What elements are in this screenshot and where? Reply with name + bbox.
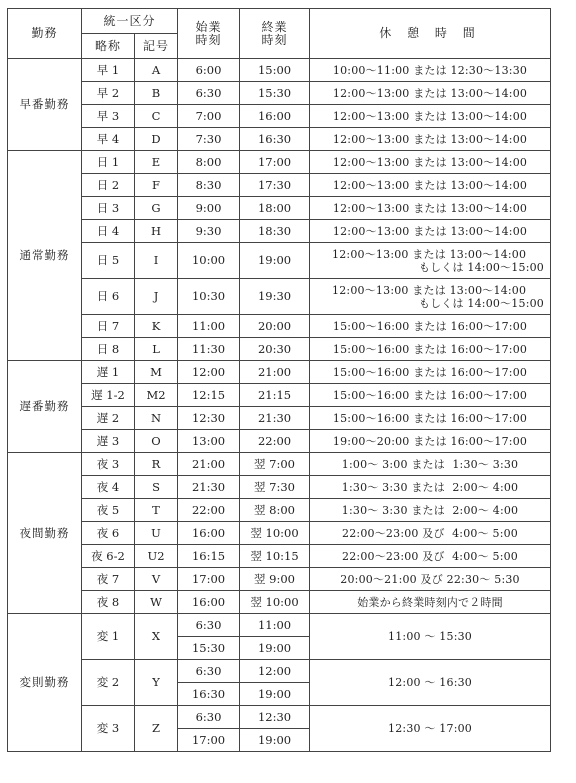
start-time-cell: 12:15 <box>178 384 240 407</box>
end-time-cell: 18:00 <box>240 197 310 220</box>
code-cell: M <box>135 361 178 384</box>
code-cell: U2 <box>135 545 178 568</box>
rest-time-text: 1:00～ 3:00 または 1:30～ 3:30 <box>341 457 519 471</box>
code-cell: V <box>135 568 178 591</box>
end-time-cell: 19:00 <box>240 729 310 752</box>
code-cell: J <box>135 279 178 315</box>
rest-time-cell <box>310 591 551 614</box>
end-time-cell: 15:30 <box>240 82 310 105</box>
rest-time-text: 22:00～23:00 及び 4:00～ 5:00 <box>342 526 519 540</box>
start-time-cell: 16:15 <box>178 545 240 568</box>
rest-time-line1: 12:00～13:00 または 13:00～14:00 <box>332 283 527 297</box>
end-time-cell: 19:30 <box>240 279 310 315</box>
rest-time-text: 10:00～11:00 または 12:30～13:30 <box>332 63 528 77</box>
table-row <box>8 151 551 174</box>
code-cell: W <box>135 591 178 614</box>
abbr-cell: 日 6 <box>82 279 135 315</box>
table-row <box>8 315 551 338</box>
end-time-cell: 12:30 <box>240 706 310 729</box>
rest-time-text: 22:00～23:00 及び 4:00～ 5:00 <box>342 549 519 563</box>
rest-time-text: 12:00～13:00 または 13:00～14:00 <box>332 86 528 100</box>
end-time-cell: 16:00 <box>240 105 310 128</box>
start-time-cell: 6:30 <box>178 660 240 683</box>
start-time-cell: 6:30 <box>178 706 240 729</box>
end-time-cell: 翌 10:00 <box>240 591 310 614</box>
start-time-cell: 21:00 <box>178 453 240 476</box>
abbr-cell: 早 2 <box>82 82 135 105</box>
table-row <box>8 361 551 384</box>
abbr-cell: 夜 4 <box>82 476 135 499</box>
table-row <box>8 105 551 128</box>
end-time-cell: 21:00 <box>240 361 310 384</box>
code-cell: L <box>135 338 178 361</box>
rest-time-text: 始業から終業時刻内で２時間 <box>357 595 503 609</box>
code-cell: G <box>135 197 178 220</box>
start-time-cell: 17:00 <box>178 729 240 752</box>
group-name: 遅番勤務 <box>8 361 82 453</box>
start-time-cell: 22:00 <box>178 499 240 522</box>
start-time-cell: 13:00 <box>178 430 240 453</box>
table-row <box>8 220 551 243</box>
code-cell: D <box>135 128 178 151</box>
end-time-cell: 16:30 <box>240 128 310 151</box>
header-unified-category: 統一区分 <box>82 9 178 34</box>
code-cell: H <box>135 220 178 243</box>
rest-time-text: 12:00～13:00 または 13:00～14:00 <box>332 224 528 238</box>
table-row <box>8 453 551 476</box>
table-row <box>8 384 551 407</box>
end-time-cell: 21:15 <box>240 384 310 407</box>
code-cell: C <box>135 105 178 128</box>
rest-time-cell <box>310 545 551 568</box>
group-name: 早番勤務 <box>8 59 82 151</box>
abbr-cell: 夜 7 <box>82 568 135 591</box>
header-end-time <box>240 9 310 59</box>
rest-time-text: 15:00～16:00 または 16:00～17:00 <box>332 411 528 425</box>
end-time-cell: 19:00 <box>240 637 310 660</box>
code-cell: A <box>135 59 178 82</box>
rest-time-cell <box>310 243 551 279</box>
code-cell: T <box>135 499 178 522</box>
code-cell: M2 <box>135 384 178 407</box>
start-time-cell: 10:30 <box>178 279 240 315</box>
rest-time-text: 12:00～13:00 または 13:00～14:00 <box>332 155 528 169</box>
start-time-cell: 16:00 <box>178 522 240 545</box>
table-row <box>8 476 551 499</box>
code-cell: R <box>135 453 178 476</box>
end-time-cell: 翌 8:00 <box>240 499 310 522</box>
start-time-cell: 6:00 <box>178 59 240 82</box>
start-time-cell: 15:30 <box>178 637 240 660</box>
header-rest-time: 休 憩 時 間 <box>310 9 551 59</box>
abbr-cell: 遅 2 <box>82 407 135 430</box>
abbr-cell: 夜 8 <box>82 591 135 614</box>
table-row <box>8 82 551 105</box>
abbr-cell: 遅 1 <box>82 361 135 384</box>
table-row <box>8 545 551 568</box>
shift-schedule-table <box>7 8 551 752</box>
end-time-cell: 11:00 <box>240 614 310 637</box>
rest-time-cell <box>310 220 551 243</box>
abbr-cell: 日 7 <box>82 315 135 338</box>
header-row-1 <box>8 9 551 34</box>
code-cell: I <box>135 243 178 279</box>
abbr-cell: 早 4 <box>82 128 135 151</box>
abbr-cell: 遅 3 <box>82 430 135 453</box>
rest-time-cell <box>310 568 551 591</box>
start-time-cell: 9:00 <box>178 197 240 220</box>
end-time-cell: 19:00 <box>240 243 310 279</box>
rest-time-line2: もしくは 14:00～15:00 <box>418 296 545 310</box>
header-code: 記号 <box>135 34 178 59</box>
abbr-cell: 日 3 <box>82 197 135 220</box>
abbr-cell: 変 1 <box>82 614 135 660</box>
header-kinmu: 勤務 <box>8 9 82 59</box>
start-time-cell: 10:00 <box>178 243 240 279</box>
end-time-cell: 19:00 <box>240 683 310 706</box>
code-cell: K <box>135 315 178 338</box>
abbr-cell: 早 3 <box>82 105 135 128</box>
rest-time-text: 1:30～ 3:30 または 2:00～ 4:00 <box>341 480 519 494</box>
rest-time-text: 15:00～16:00 または 16:00～17:00 <box>332 342 528 356</box>
header-start-line1: 始業 <box>195 19 222 34</box>
abbr-cell: 夜 6-2 <box>82 545 135 568</box>
table-row <box>8 279 551 315</box>
rest-time-cell: 12:30 ～ 17:00 <box>310 706 551 752</box>
rest-time-text: 19:00～20:00 または 16:00～17:00 <box>332 434 528 448</box>
start-time-cell: 8:00 <box>178 151 240 174</box>
start-time-cell: 11:30 <box>178 338 240 361</box>
start-time-cell: 21:30 <box>178 476 240 499</box>
rest-time-cell <box>310 476 551 499</box>
rest-time-cell <box>310 338 551 361</box>
rest-time-cell <box>310 105 551 128</box>
code-cell: U <box>135 522 178 545</box>
rest-time-cell <box>310 82 551 105</box>
abbr-cell: 早 1 <box>82 59 135 82</box>
code-cell: E <box>135 151 178 174</box>
rest-time-cell <box>310 279 551 315</box>
abbr-cell: 日 4 <box>82 220 135 243</box>
rest-time-text: 1:30～ 3:30 または 2:00～ 4:00 <box>341 503 519 517</box>
table-row <box>8 568 551 591</box>
table-row <box>8 522 551 545</box>
rest-time-cell <box>310 128 551 151</box>
end-time-cell: 翌 9:00 <box>240 568 310 591</box>
abbr-cell: 日 2 <box>82 174 135 197</box>
table-row <box>8 430 551 453</box>
rest-time-text: 12:00～13:00 または 13:00～14:00 <box>332 201 528 215</box>
group-name: 夜間勤務 <box>8 453 82 614</box>
end-time-cell: 翌 10:00 <box>240 522 310 545</box>
group-name: 通常勤務 <box>8 151 82 361</box>
start-time-cell: 12:30 <box>178 407 240 430</box>
rest-time-cell <box>310 407 551 430</box>
rest-time-cell: 12:00 ～ 16:30 <box>310 660 551 706</box>
code-cell: S <box>135 476 178 499</box>
start-time-cell: 7:30 <box>178 128 240 151</box>
code-cell: B <box>135 82 178 105</box>
header-abbr: 略称 <box>82 34 135 59</box>
rest-time-cell <box>310 430 551 453</box>
table-row <box>8 660 551 683</box>
start-time-cell: 11:00 <box>178 315 240 338</box>
rest-time-cell <box>310 522 551 545</box>
abbr-cell: 夜 3 <box>82 453 135 476</box>
end-time-cell: 12:00 <box>240 660 310 683</box>
code-cell: Z <box>135 706 178 752</box>
rest-time-cell: 11:00 ～ 15:30 <box>310 614 551 660</box>
code-cell: X <box>135 614 178 660</box>
abbr-cell: 日 1 <box>82 151 135 174</box>
start-time-cell: 12:00 <box>178 361 240 384</box>
table-row <box>8 591 551 614</box>
abbr-cell: 夜 5 <box>82 499 135 522</box>
rest-time-cell <box>310 499 551 522</box>
header-end-line1: 終業 <box>261 19 288 34</box>
rest-time-cell <box>310 174 551 197</box>
rest-time-cell <box>310 151 551 174</box>
abbr-cell: 遅 1-2 <box>82 384 135 407</box>
rest-time-text: 12:00～13:00 または 13:00～14:00 <box>332 178 528 192</box>
code-cell: F <box>135 174 178 197</box>
start-time-cell: 8:30 <box>178 174 240 197</box>
table-row <box>8 499 551 522</box>
abbr-cell: 日 5 <box>82 243 135 279</box>
rest-time-text: 15:00～16:00 または 16:00～17:00 <box>332 319 528 333</box>
table-row <box>8 59 551 82</box>
end-time-cell: 21:30 <box>240 407 310 430</box>
header-start-line2: 時刻 <box>195 32 222 47</box>
rest-time-line2: もしくは 14:00～15:00 <box>418 260 545 274</box>
start-time-cell: 6:30 <box>178 614 240 637</box>
code-cell: Y <box>135 660 178 706</box>
end-time-cell: 18:30 <box>240 220 310 243</box>
rest-time-cell <box>310 315 551 338</box>
rest-time-cell <box>310 197 551 220</box>
end-time-cell: 22:00 <box>240 430 310 453</box>
table-row <box>8 706 551 729</box>
table-row <box>8 128 551 151</box>
rest-time-text: 12:00～13:00 または 13:00～14:00 <box>332 109 528 123</box>
rest-time-cell <box>310 384 551 407</box>
rest-time-cell <box>310 59 551 82</box>
code-cell: N <box>135 407 178 430</box>
end-time-cell: 翌 7:30 <box>240 476 310 499</box>
table-row <box>8 197 551 220</box>
rest-time-cell <box>310 453 551 476</box>
table-row <box>8 614 551 637</box>
rest-time-cell <box>310 361 551 384</box>
rest-time-line1: 12:00～13:00 または 13:00～14:00 <box>332 247 527 261</box>
end-time-cell: 17:30 <box>240 174 310 197</box>
table-row <box>8 174 551 197</box>
group-name: 変則勤務 <box>8 614 82 752</box>
rest-time-text: 15:00～16:00 または 16:00～17:00 <box>332 388 528 402</box>
end-time-cell: 17:00 <box>240 151 310 174</box>
start-time-cell: 9:30 <box>178 220 240 243</box>
code-cell: O <box>135 430 178 453</box>
abbr-cell: 変 3 <box>82 706 135 752</box>
abbr-cell: 夜 6 <box>82 522 135 545</box>
abbr-cell: 日 8 <box>82 338 135 361</box>
end-time-cell: 15:00 <box>240 59 310 82</box>
end-time-cell: 20:00 <box>240 315 310 338</box>
start-time-cell: 6:30 <box>178 82 240 105</box>
rest-time-text: 20:00～21:00 及び 22:30～ 5:30 <box>340 572 520 586</box>
table-row <box>8 243 551 279</box>
start-time-cell: 16:00 <box>178 591 240 614</box>
end-time-cell: 翌 10:15 <box>240 545 310 568</box>
end-time-cell: 20:30 <box>240 338 310 361</box>
start-time-cell: 17:00 <box>178 568 240 591</box>
header-end-line2: 時刻 <box>261 32 288 47</box>
table-row <box>8 338 551 361</box>
end-time-cell: 翌 7:00 <box>240 453 310 476</box>
table-row <box>8 407 551 430</box>
rest-time-text: 12:00～13:00 または 13:00～14:00 <box>332 132 528 146</box>
header-start-time <box>178 9 240 59</box>
abbr-cell: 変 2 <box>82 660 135 706</box>
start-time-cell: 7:00 <box>178 105 240 128</box>
start-time-cell: 16:30 <box>178 683 240 706</box>
rest-time-text: 15:00～16:00 または 16:00～17:00 <box>332 365 528 379</box>
